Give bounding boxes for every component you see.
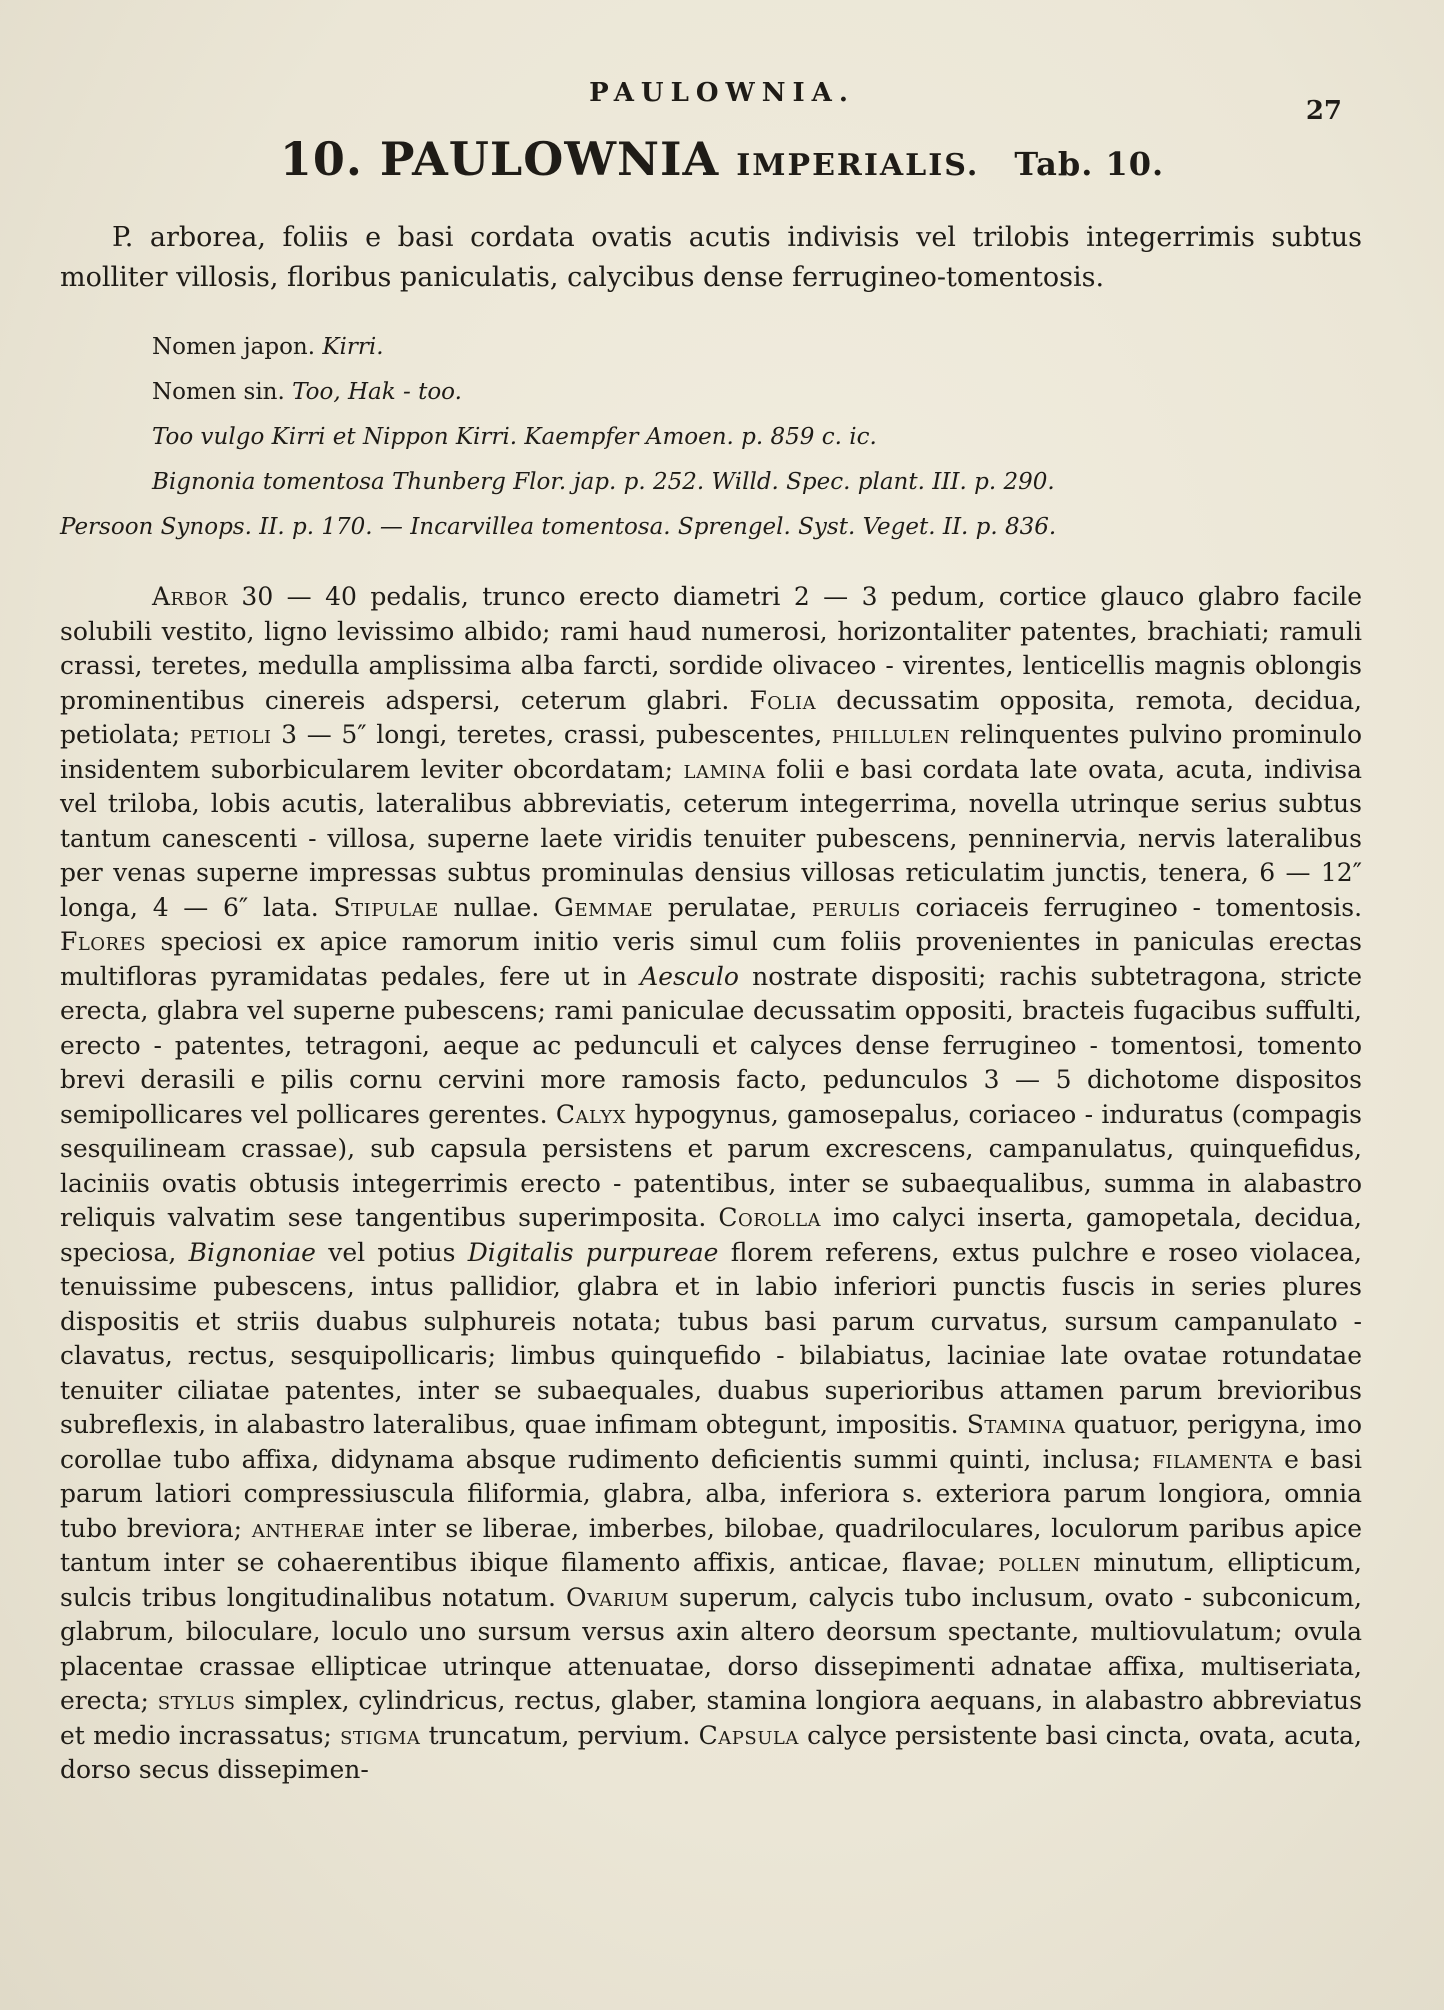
- species-number: 10.: [279, 132, 363, 186]
- term-stylus: stylus: [157, 1686, 236, 1715]
- term-stigma: stigma: [340, 1720, 421, 1750]
- term-filamenta: filamenta: [1152, 1444, 1273, 1474]
- running-title: PAULOWNIA.: [589, 78, 855, 108]
- term-lamina: lamina: [683, 754, 766, 784]
- term-pollen: pollen: [998, 1548, 1081, 1577]
- nomen-sin-label: Nomen sin.: [152, 379, 285, 405]
- nomen-sin-value: Too, Hak - too.: [292, 379, 462, 405]
- diagnosis-paragraph: P. arborea, foliis e basi cordata ovatis acutis indivisis vel trilobis integerrimis subtus molliter villosis, floribus paniculatis, calycibus dense ferrugineo-tomentosis.: [60, 222, 1362, 293]
- term-calyx: Calyx: [555, 1099, 627, 1129]
- term-antherae: antherae: [251, 1513, 366, 1543]
- term-arbor: Arbor: [152, 582, 228, 611]
- text-segment: inter se liberae, imberbes, bilobae, quadriloculares, loculorum paribus apice tantum inter se cohaerentibus ibique filamento affixis, anticae, flavae;: [60, 1513, 1363, 1577]
- nomen-japonicum: [60, 325, 1362, 370]
- species-heading: [0, 132, 1444, 186]
- text-segment: decussatim opposita, remota, decidua, petiolata;: [60, 685, 1362, 749]
- term-phillulen: phillulen: [831, 720, 951, 749]
- nomen-japon-value: Kirri.: [322, 334, 384, 360]
- persoon-citation: Persoon Synops. II. p. 170. — Incarvillea tomentosa. Sprengel. Syst. Veget. II. p. 836.: [60, 514, 1057, 540]
- description-paragraph: [60, 580, 1362, 1788]
- genus-name: PAULOWNIA: [379, 132, 720, 186]
- taxon-aesculo: Aesculo: [640, 961, 739, 991]
- text-segment: quatuor, perigyna, imo corollae tubo affixa, didynama absque rudimento deficientis summi quinti, inclusa;: [60, 1410, 1363, 1474]
- text-segment: relinquentes pulvino prominulo insidentem suborbicularem leviter obcordatam;: [60, 720, 1362, 784]
- text-segment: nostrate dispositi; rachis subtetragona, stricte erecta, glabra vel superne pubescens; rami paniculae decussatim oppositi, bracteis fugacibus suffulti, erecto - patentes, tetragoni, aeque ac pedunculi et calyces dense ferrugineo - tomentosi, tomento brevi derasili e pilis cornu cervini more ramosis facto, pedunculos 3 — 5 dichotome dispositos semipollicares vel pollicares gerentes.: [60, 961, 1362, 1129]
- nomen-japon-label: Nomen japon.: [152, 334, 316, 360]
- term-petioli: petioli: [189, 720, 272, 749]
- term-folia: Folia: [749, 685, 817, 715]
- term-corolla: Corolla: [718, 1203, 822, 1232]
- text-segment: simplex, cylindricus, rectus, glaber, stamina longiora aequans, in alabastro abbreviatus et medio incrassatus;: [60, 1686, 1362, 1750]
- term-stamina: Stamina: [966, 1410, 1066, 1439]
- text-segment: minutum, ellipticum, sulcis tribus longitudinalibus notatum.: [60, 1548, 1363, 1612]
- page-number: 27: [1305, 96, 1342, 126]
- text-segment: florem referens, extus pulchre e roseo violacea, tenuissime pubescens, intus pallidior, glabra et in labio inferiori punctis fuscis in series plures dispositis et striis duabus sulphureis notata; tubus basi parum curvatus, sursum campanulato - clavatus, rectus, sesquipollicaris; limbus quinquefido - bilabiatus, laciniae late ovatae rotundatae tenuiter ciliatae patentes, inter se subaequales, duabus superioribus attamen parum brevioribus subreflexis, in alabastro lateralibus, quae infimam obtegunt, impositis.: [60, 1237, 1362, 1439]
- text-segment: hypogynus, gamosepalus, coriaceo - induratus (compagis sesquilineam crassae), sub capsula persistens et parum excrescens, campanulatus, quinquefidus, laciniis ovatis obtusis integerrimis erecto - patentibus, inter se subaequalibus, summa in alabastro reliquis valvatim sese tangentibus superimposita.: [60, 1099, 1362, 1232]
- synonymy-block: [60, 325, 1362, 550]
- text-segment: 3 — 5″ longi, teretes, crassi, pubescentes,: [271, 720, 832, 749]
- text-segment: perulatae,: [653, 892, 812, 922]
- term-stipulae: Stipulae: [333, 892, 439, 922]
- term-flores: Flores: [60, 927, 147, 956]
- text-segment: speciosi ex apice ramorum initio veris simul cum foliis provenientes in paniculas erectas multifloras pyramidatas pedales, fere ut in: [60, 927, 1362, 991]
- kaempfer-citation: Too vulgo Kirri et Nippon Kirri. Kaempfer Amoen. p. 859 c. ic.: [152, 424, 877, 450]
- term-perulis: perulis: [811, 892, 901, 922]
- text-segment: 30 — 40 pedalis, trunco erecto diametri 2 — 3 pedum, cortice glauco glabro facile solubili vestito, ligno levissimo albido; rami haud numerosi, horizontaliter patentes, brachiati; ramuli crassi, teretes, medulla amplissima alba farcti, sordide olivaceo - virentes, lenticellis magnis oblongis prominentibus cinereis adspersi, ceterum glabri.: [60, 582, 1362, 715]
- text-segment: superum, calycis tubo inclusum, ovato - subconicum, glabrum, biloculare, loculo uno sursum versus axin altero deorsum spectante, multiovulatum; ovula placentae crassae ellipticae utrinque attenuatae, dorso dissepimenti adnatae affixa, multiseriata, erecta;: [60, 1582, 1362, 1715]
- text-segment: truncatum, pervium.: [420, 1720, 699, 1750]
- text-segment: vel potius: [315, 1237, 468, 1267]
- text-segment: nullae.: [438, 892, 555, 922]
- taxon-bignoniae: Bignoniae: [188, 1237, 316, 1267]
- nomen-sinicum: [60, 370, 1362, 415]
- thunberg-citation: Bignonia tomentosa Thunberg Flor. jap. p. 252. Willd. Spec. plant. III. p. 290.: [152, 469, 1055, 495]
- text-segment: calyce persistente basi cincta, ovata, acuta, dorso secus dissepimen-: [60, 1720, 1362, 1784]
- text-segment: coriaceis ferrugineo - tomentosis.: [900, 892, 1363, 922]
- term-gemmae: Gemmae: [554, 892, 654, 922]
- term-ovarium: Ovarium: [565, 1582, 669, 1612]
- text-segment: folii e basi cordata late ovata, acuta, indivisa vel triloba, lobis acutis, lateralibus abbreviatis, ceterum integerrima, novella utrinque serius subtus tantum canescenti - villosa, superne laete viridis tenuiter pubescens, penninervia, nervis lateralibus per venas superne impressas subtus prominulas densius villosas reticulatim junctis, tenera, 6 — 12″ longa, 4 — 6″ lata.: [60, 754, 1362, 922]
- text-segment: imo calyci inserta, gamopetala, decidua, speciosa,: [60, 1203, 1362, 1267]
- text-segment: e basi parum latiori compressiuscula filiformia, glabra, alba, inferiora s. exteriora parum longiora, omnia tubo breviora;: [60, 1444, 1363, 1543]
- species-epithet: IMPERIALIS.: [736, 148, 980, 183]
- plate-reference: Tab. 10.: [1014, 145, 1165, 183]
- taxon-digitalis: Digitalis purpureae: [467, 1237, 719, 1267]
- term-capsula: Capsula: [698, 1720, 799, 1750]
